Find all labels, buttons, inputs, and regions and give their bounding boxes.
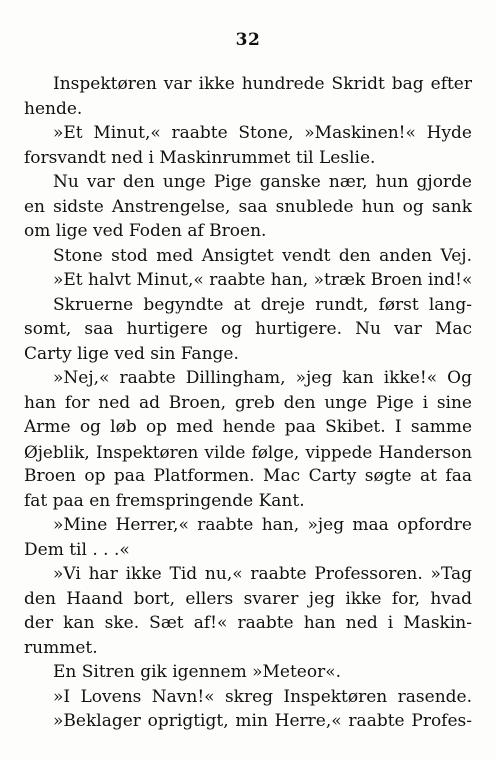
text-line: Inspektøren var ikke hundrede Skridt bag efter [53, 74, 472, 94]
text-line: »Nej,« raabte Dillingham, »jeg kan ikke!« Og [53, 368, 472, 388]
text-line: Skruerne begyndte at dreje rundt, først lang- [53, 294, 472, 315]
text-line: forsvandt ned i Maskinrummet til Leslie. [24, 147, 376, 168]
text-line: rummet. [24, 637, 98, 658]
text-line: »Mine Herrer,« raabte han, »jeg maa opfordre [53, 515, 472, 535]
text-line: der kan ske. Sæt af!« raabte han ned i Maskin- [24, 613, 472, 633]
text-line: »Beklager oprigtigt, min Herre,« raabte Profes- [53, 711, 472, 731]
text-line: fat paa en fremspringende Kant. [24, 490, 305, 511]
page-number: 32 [235, 30, 261, 50]
text-line: Nu var den unge Pige ganske nær, hun gjorde [53, 172, 472, 192]
text-line: hende. [24, 98, 83, 119]
text-line: »Et halvt Minut,« raabte han, »træk Broen ind!« [53, 270, 472, 290]
text-line: Stone stod med Ansigtet vendt den anden Vej. [53, 245, 472, 266]
text-line: Broen op paa Platformen. Mac Carty søgte at faa [24, 466, 472, 486]
text-line: Dem til . . .« [24, 539, 130, 560]
text-line: en sidste Anstrengelse, saa snublede hun og sank [24, 196, 472, 217]
text-line: om lige ved Foden af Broen. [24, 221, 267, 241]
text-line: Carty lige ved sin Fange. [24, 343, 239, 364]
text-line: »Et Minut,« raabte Stone, »Maskinen!« Hyde [53, 123, 472, 143]
body-text [24, 72, 472, 734]
text-line: En Sitren gik igennem »Meteor«. [53, 662, 342, 682]
text-line: Arme og løb op med hende paa Skibet. I samme [24, 417, 472, 437]
text-line: den Haand bort, ellers svarer jeg ikke for, hvad [24, 588, 472, 609]
text-line: somt, saa hurtigere og hurtigere. Nu var Mac [24, 319, 472, 339]
text-line: »Vi har ikke Tid nu,« raabte Professoren. »Tag [53, 564, 472, 584]
text-line: han for ned ad Broen, greb den unge Pige i sine [24, 392, 472, 413]
text-line: Øjeblik, Inspektøren vilde følge, vippede Handerson [24, 441, 472, 462]
text-line: »I Lovens Navn!« skreg Inspektøren rasende. [53, 686, 472, 707]
